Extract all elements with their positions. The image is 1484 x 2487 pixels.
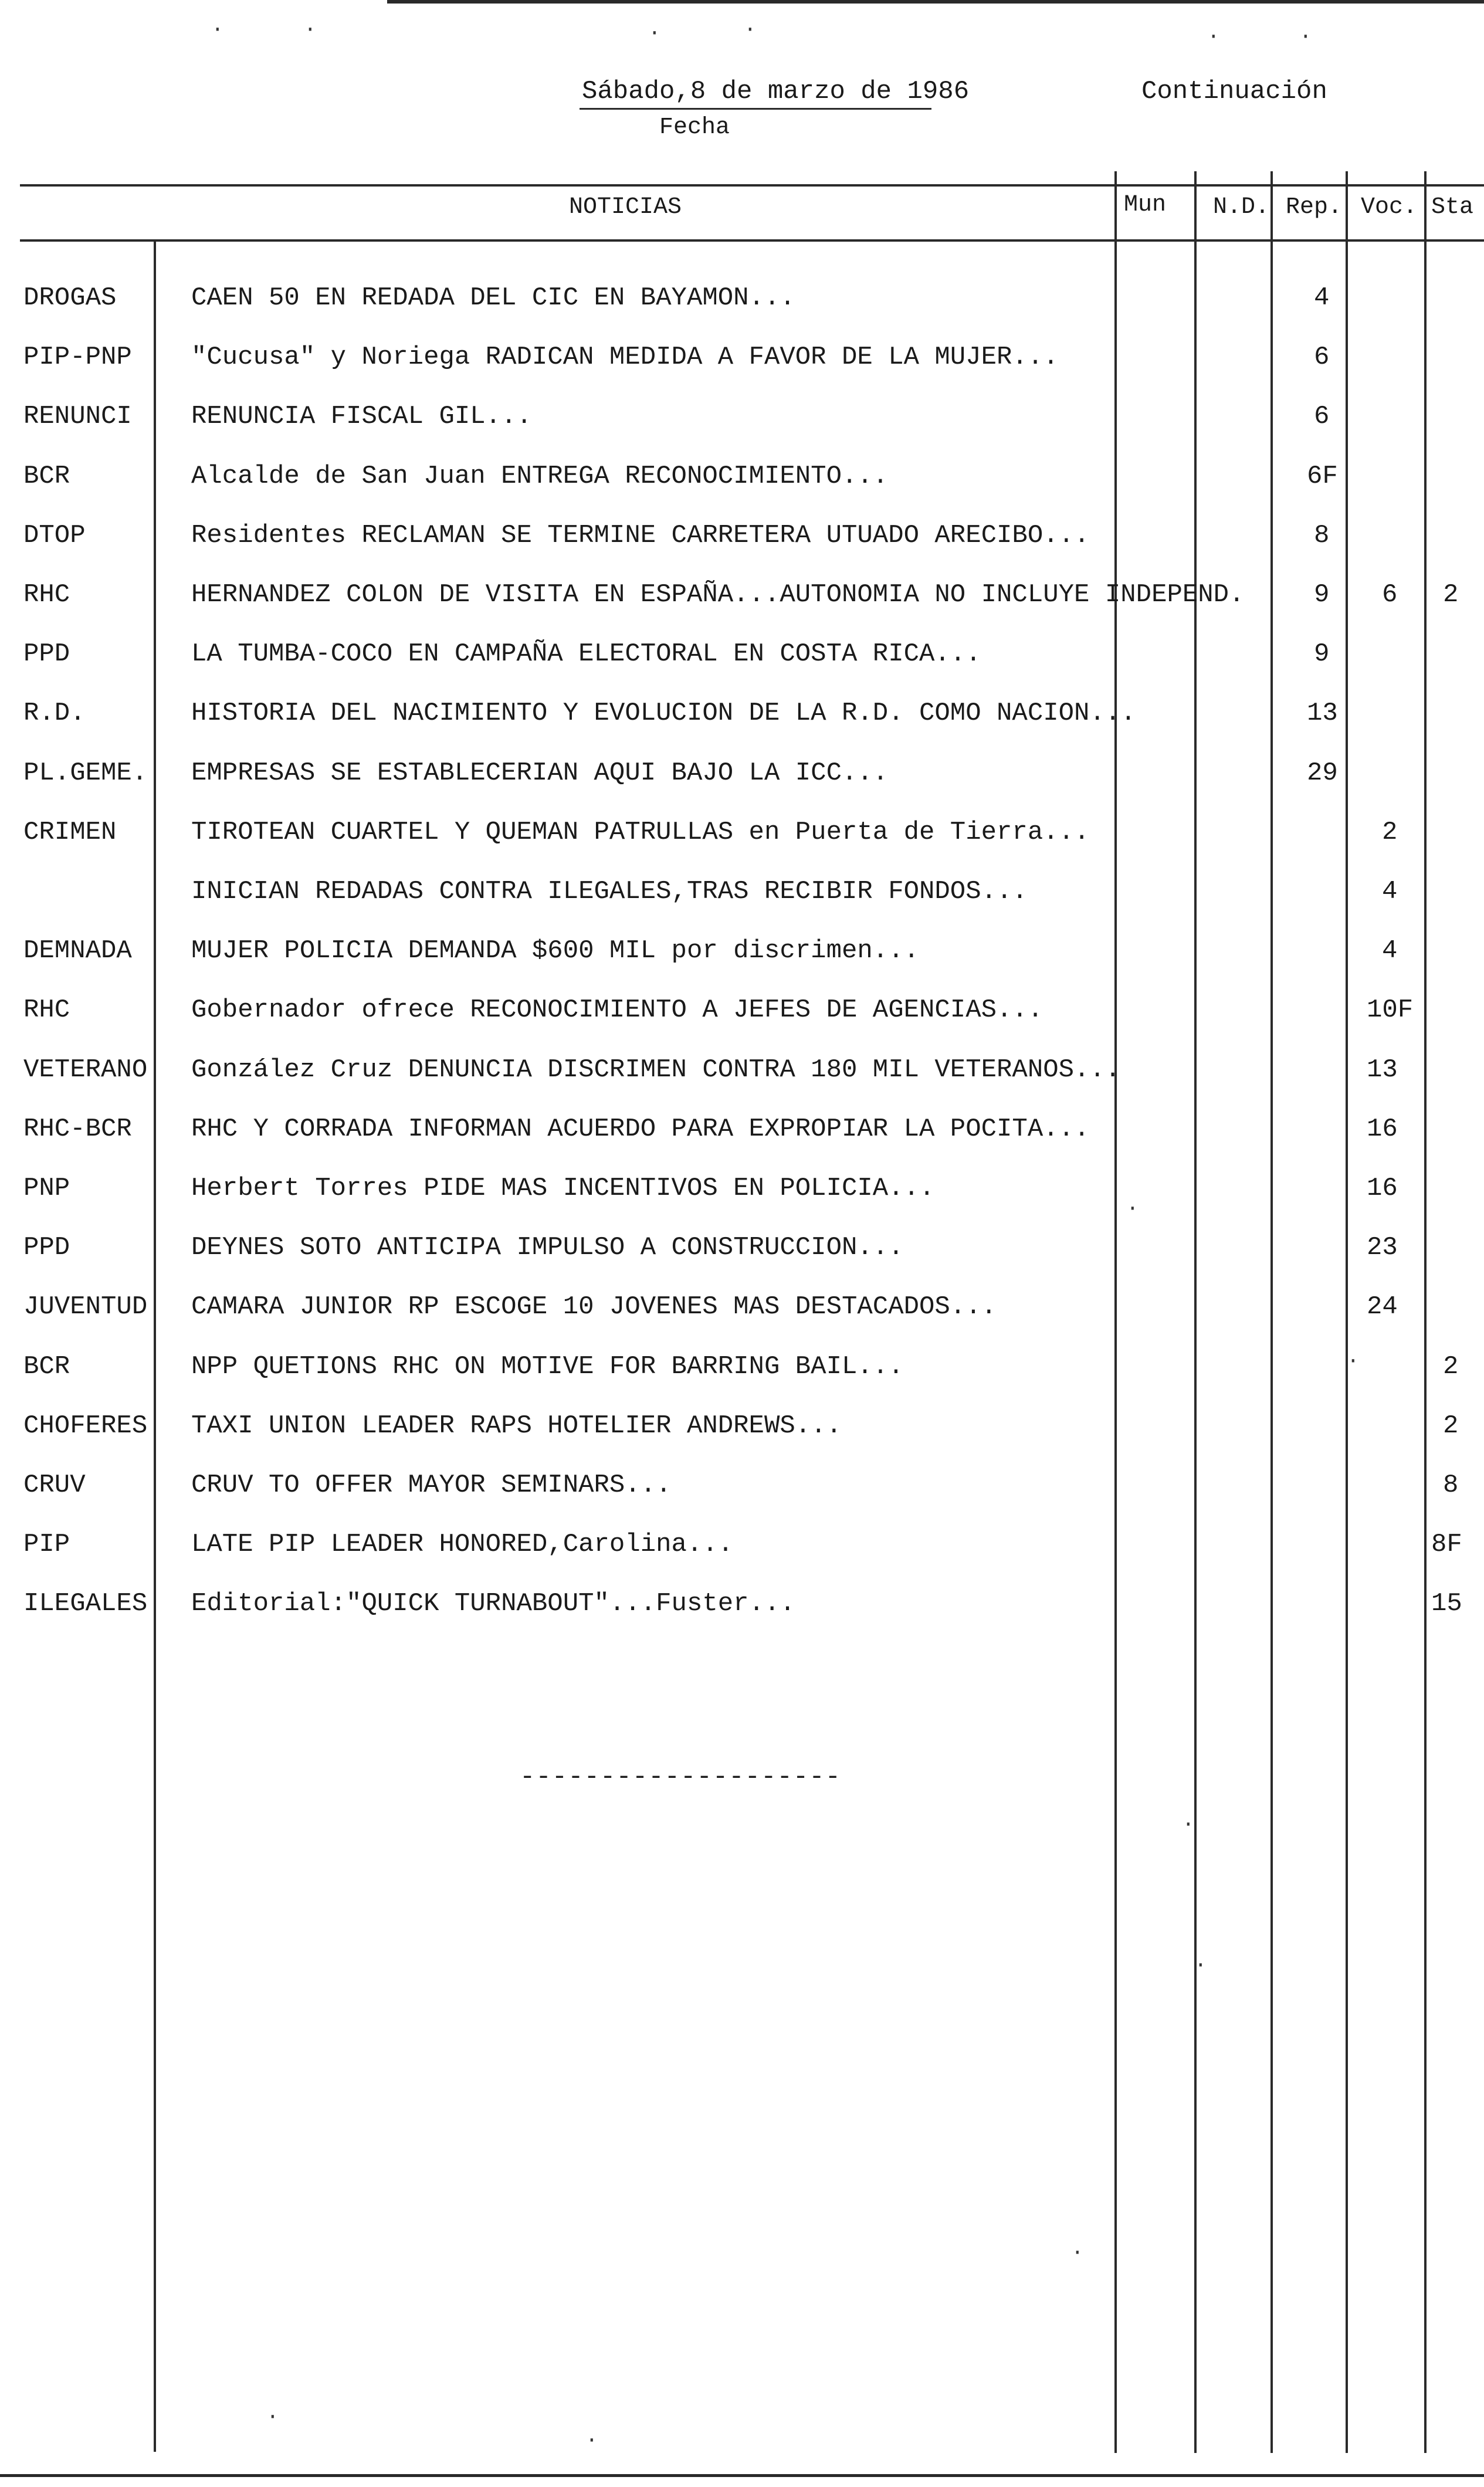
row-star-page: 2 xyxy=(1443,1352,1459,1381)
row-headline: CAEN 50 EN REDADA DEL CIC EN BAYAMON... xyxy=(191,283,795,313)
scan-speck: · xyxy=(648,21,661,45)
topic-column-divider xyxy=(154,240,156,2452)
row-topic: JUVENTUD xyxy=(23,1292,148,1322)
header-mun: Mun xyxy=(1124,192,1167,218)
bottom-rule xyxy=(0,2474,1484,2477)
row-voc-page: 10F xyxy=(1367,995,1414,1025)
row-headline: RENUNCIA FISCAL GIL... xyxy=(191,402,532,431)
scan-speck: · xyxy=(1071,2241,1084,2265)
table-top-rule xyxy=(20,184,1484,187)
row-star-page: 2 xyxy=(1443,580,1459,609)
row-topic: DROGAS xyxy=(23,283,117,313)
row-headline: Alcalde de San Juan ENTREGA RECONOCIMIENTO... xyxy=(191,462,889,491)
header-star: Sta xyxy=(1431,194,1474,221)
row-topic: PL.GEME. xyxy=(23,758,148,788)
star-column-divider xyxy=(1424,171,1427,2453)
scan-speck: · xyxy=(1126,1197,1139,1221)
row-headline: MUJER POLICIA DEMANDA $600 MIL por discrimen... xyxy=(191,936,920,965)
row-topic: DTOP xyxy=(23,521,86,550)
row-rep-page: 29 xyxy=(1307,758,1338,788)
scan-speck: · xyxy=(1194,1953,1207,1977)
row-rep-page: 8 xyxy=(1314,521,1330,550)
row-topic: RHC-BCR xyxy=(23,1114,132,1144)
footer-separator: -------------------- xyxy=(520,1763,842,1792)
row-topic: CHOFERES xyxy=(23,1411,148,1441)
row-voc-page: 24 xyxy=(1367,1292,1398,1322)
row-headline: NPP QUETIONS RHC ON MOTIVE FOR BARRING BAIL... xyxy=(191,1352,904,1381)
row-topic: PPD xyxy=(23,639,70,669)
row-star-page: 15 xyxy=(1431,1589,1462,1618)
row-headline: INICIAN REDADAS CONTRA ILEGALES,TRAS RECIBIR FONDOS... xyxy=(191,877,1028,906)
row-voc-page: 16 xyxy=(1367,1174,1398,1203)
top-border xyxy=(387,0,1484,4)
row-voc-page: 4 xyxy=(1382,877,1398,906)
row-rep-page: 6 xyxy=(1314,343,1330,372)
scan-speck: · xyxy=(1299,25,1312,49)
row-headline: EMPRESAS SE ESTABLECERIAN AQUI BAJO LA ICC... xyxy=(191,758,889,788)
row-topic: VETERANO xyxy=(23,1055,148,1085)
row-voc-page: 4 xyxy=(1382,936,1398,965)
scan-speck: · xyxy=(304,18,317,42)
scan-speck: · xyxy=(585,2428,598,2452)
document-date: Sábado,8 de marzo de 1986 xyxy=(582,77,970,106)
mun-column-divider xyxy=(1114,171,1117,2453)
row-headline: Residentes RECLAMAN SE TERMINE CARRETERA UTUADO ARECIBO... xyxy=(191,521,1090,550)
row-star-page: 2 xyxy=(1443,1411,1459,1441)
row-headline: HERNANDEZ COLON DE VISITA EN ESPAÑA...AUTONOMIA NO INCLUYE INDEPEND. xyxy=(191,580,1245,609)
row-rep-page: 6F xyxy=(1307,462,1338,491)
header-voc: Voc. xyxy=(1361,194,1418,221)
row-star-page: 8 xyxy=(1443,1470,1459,1500)
row-topic: R.D. xyxy=(23,699,86,728)
row-topic: ILEGALES xyxy=(23,1589,148,1618)
row-voc-page: 2 xyxy=(1382,818,1398,847)
row-topic: CRIMEN xyxy=(23,818,117,847)
row-headline: DEYNES SOTO ANTICIPA IMPULSO A CONSTRUCCION... xyxy=(191,1233,904,1262)
row-rep-page: 6 xyxy=(1314,402,1330,431)
nd-column-divider xyxy=(1194,171,1197,2453)
row-headline: Editorial:"QUICK TURNABOUT"...Fuster... xyxy=(191,1589,795,1618)
row-rep-page: 4 xyxy=(1314,283,1330,313)
date-underline xyxy=(580,108,931,110)
scan-speck: · xyxy=(266,2405,279,2429)
continuation-label: Continuación xyxy=(1141,77,1327,106)
row-rep-page: 13 xyxy=(1307,699,1338,728)
row-voc-page: 23 xyxy=(1367,1233,1398,1262)
voc-column-divider xyxy=(1346,171,1348,2453)
row-topic: PIP xyxy=(23,1530,70,1559)
row-topic: RHC xyxy=(23,995,70,1025)
row-headline: Gobernador ofrece RECONOCIMIENTO A JEFES DE AGENCIAS... xyxy=(191,995,1043,1025)
header-noticias: NOTICIAS xyxy=(569,194,682,221)
row-topic: CRUV xyxy=(23,1470,86,1500)
row-headline: CAMARA JUNIOR RP ESCOGE 10 JOVENES MAS DESTACADOS... xyxy=(191,1292,997,1322)
row-voc-page: 16 xyxy=(1367,1114,1398,1144)
row-topic: BCR xyxy=(23,462,70,491)
scan-speck: · xyxy=(744,18,757,42)
row-topic: BCR xyxy=(23,1352,70,1381)
row-topic: RHC xyxy=(23,580,70,609)
row-topic: PIP-PNP xyxy=(23,343,132,372)
header-nd: N.D. xyxy=(1213,194,1270,221)
row-headline: HISTORIA DEL NACIMIENTO Y EVOLUCION DE LA R.D. COMO NACION... xyxy=(191,699,1136,728)
date-label: Fecha xyxy=(659,114,730,141)
row-topic: RENUNCI xyxy=(23,402,132,431)
header-rep: Rep. xyxy=(1286,194,1343,221)
scan-speck: · xyxy=(211,18,224,42)
table-header-rule xyxy=(20,239,1484,242)
row-headline: CRUV TO OFFER MAYOR SEMINARS... xyxy=(191,1470,672,1500)
row-headline: Herbert Torres PIDE MAS INCENTIVOS EN POLICIA... xyxy=(191,1174,935,1203)
row-topic: PNP xyxy=(23,1174,70,1203)
row-headline: "Cucusa" y Noriega RADICAN MEDIDA A FAVOR DE LA MUJER... xyxy=(191,343,1059,372)
row-rep-page: 9 xyxy=(1314,580,1330,609)
row-rep-page: 9 xyxy=(1314,639,1330,669)
rep-column-divider xyxy=(1270,171,1273,2453)
scan-speck: · xyxy=(1347,1349,1360,1373)
row-topic: DEMNADA xyxy=(23,936,132,965)
row-voc-page: 13 xyxy=(1367,1055,1398,1085)
row-headline: LATE PIP LEADER HONORED,Carolina... xyxy=(191,1530,734,1559)
row-headline: RHC Y CORRADA INFORMAN ACUERDO PARA EXPROPIAR LA POCITA... xyxy=(191,1114,1090,1144)
row-headline: TIROTEAN CUARTEL Y QUEMAN PATRULLAS en Puerta de Tierra... xyxy=(191,818,1090,847)
row-headline: LA TUMBA-COCO EN CAMPAÑA ELECTORAL EN COSTA RICA... xyxy=(191,639,981,669)
row-voc-page: 6 xyxy=(1382,580,1398,609)
row-headline: TAXI UNION LEADER RAPS HOTELIER ANDREWS... xyxy=(191,1411,842,1441)
row-topic: PPD xyxy=(23,1233,70,1262)
scan-speck: · xyxy=(1182,1812,1195,1837)
scan-speck: · xyxy=(1207,25,1220,49)
row-headline: González Cruz DENUNCIA DISCRIMEN CONTRA 180 MIL VETERANOS... xyxy=(191,1055,1121,1085)
row-star-page: 8F xyxy=(1431,1530,1462,1559)
